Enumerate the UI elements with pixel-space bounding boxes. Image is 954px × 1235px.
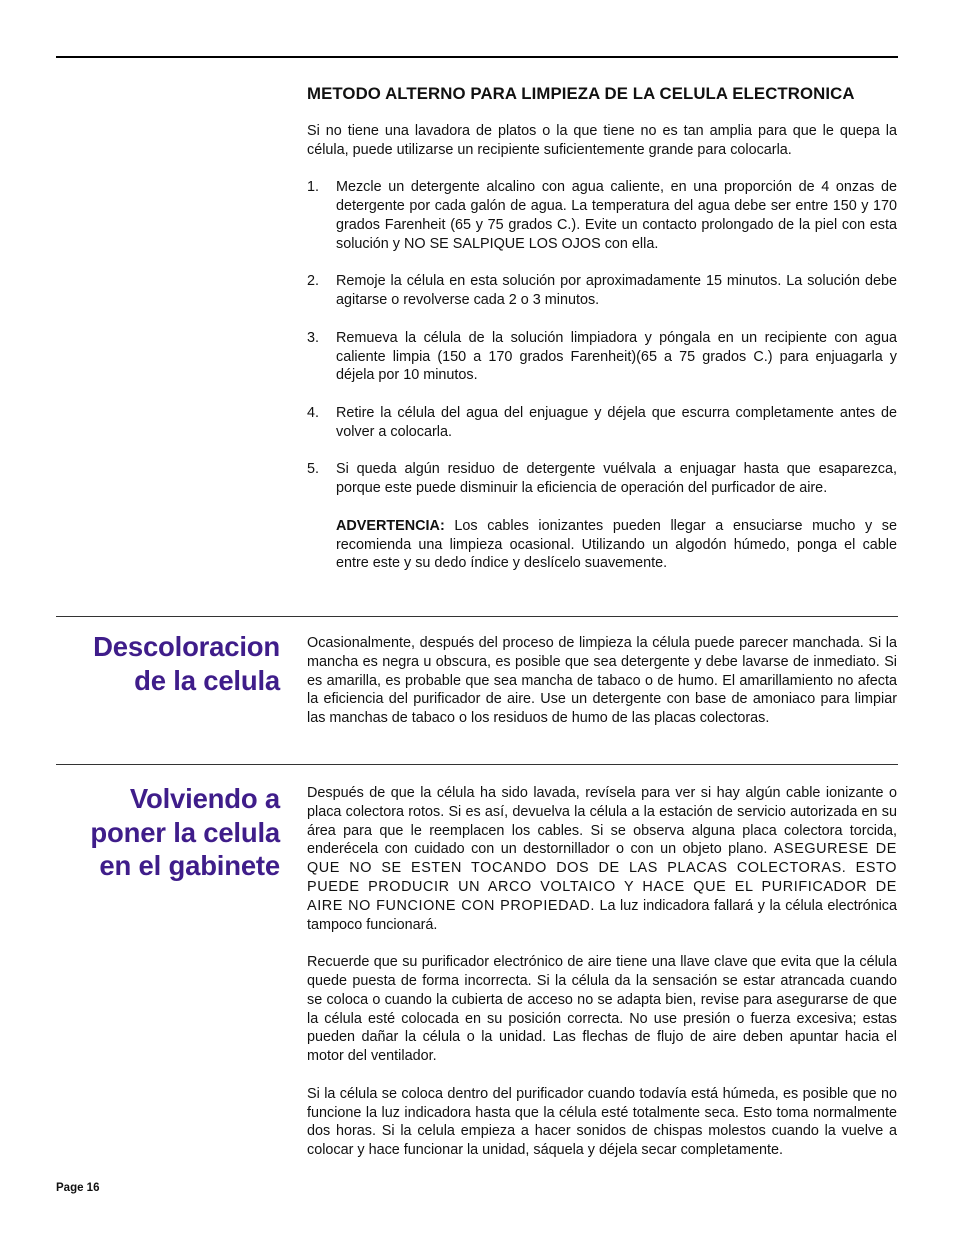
intro-paragraph: Si no tiene una lavadora de platos o la que tiene no es tan amplia para que le quepa la célula, puede utilizarse un recipiente suficientemente grande para colocarla. bbox=[307, 123, 897, 158]
section-heading: METODO ALTERNO PARA LIMPIEZA DE LA CELULA ELECTRONICA bbox=[307, 84, 855, 103]
list-item: 3. Remueva la célula de la solución limpiadora y póngala en un recipiente con agua caliente limpia (150 a 170 grados Farenheit)(65 a 75 grados C.) para enjuagarla y déjela por 10 minutos. bbox=[307, 329, 897, 384]
steps-list bbox=[307, 178, 897, 498]
section-divider bbox=[56, 616, 898, 617]
discoloration-section bbox=[307, 634, 897, 747]
list-item: 2. Remoje la célula en esta solución por aproximadamente 15 minutos. La solución debe agitarse o revolverse cada 2 o 3 minutos. bbox=[307, 273, 897, 309]
warning-label: ADVERTENCIA: bbox=[336, 517, 445, 534]
top-rule bbox=[56, 56, 898, 58]
list-item: 5. Si queda algún residuo de detergente vuélvala a enjuagar hasta que esaparezca, porque este puede disminuir la eficiencia de operación del purficador de aire. bbox=[307, 461, 897, 497]
discoloration-title: Descoloracion de la celula bbox=[93, 631, 280, 696]
page-number: Page 16 bbox=[56, 1182, 100, 1194]
section-divider bbox=[56, 764, 898, 765]
reinstall-paragraph-1: Después de que la célula ha sido lavada, revísela para ver si hay algún cable ionizante o placa colectora rotos. Si es así, devuelva la célula a la estación de servicio autorizada en su área para que le reemplacen los cables. Si se observa alguna placa colectora torcida, enderécela con cuidado con un destornillador o con un objeto plano. ASEGURESE DE QUE NO SE ESTEN TOCANDO DOS DE LAS PLACAS COLECTORAS. ESTO PUEDE PRODUCIR UN ARCO VOLTAICO Y HACE QUE EL PURIFICADOR DE AIRE NO FUNCIONE CON PROPIEDAD. La luz indicadora fallará y la célula electrónica tampoco funcionará. bbox=[307, 785, 898, 933]
discoloration-paragraph: Ocasionalmente, después del proceso de limpieza la célula puede parecer manchada. Si la mancha es negra u obscura, es posible que sea detergente y debe lavarse de inmediato. Si es amarilla, es probable que sea mancha de tabaco o de humo. El amarillamiento no afecta la eficiencia del purificador de aire. Use un detergente con base de amoniaco para limpiar las manchas de tabaco o los residuos de humo de las placas colectoras. bbox=[307, 635, 897, 727]
reinstall-title: Volviendo a poner la celula en el gabinete bbox=[90, 783, 280, 881]
reinstall-paragraph-2: Recuerde que su purificador electrónico de aire tiene una llave clave que evita que la célula quede puesta de forma incorrecta. Si la célula da la sensación se estar atrancada cuando se coloca o cuando la cubierta de acceso no se adapta bien, revise para asegurarse de que la célula esté colocada en su posición correcta. No use presión o fuerza excesiva; estas pueden dañar la célula o la unidad. Las flechas de flujo de aire deben apuntar hacia el motor del ventilador. bbox=[307, 954, 897, 1065]
warning-note bbox=[307, 517, 897, 573]
alternate-method-section bbox=[307, 83, 897, 592]
list-item: 4. Retire la célula del agua del enjuague y déjela que escurra completamente antes de volver a colocarla. bbox=[307, 404, 897, 440]
list-item: 1. Mezcle un detergente alcalino con agua caliente, en una proporción de 4 onzas de detergente por cada galón de agua. La temperatura del agua debe ser entre 150 y 170 grados Farenheit (65 y 75 grados C.). Evite un contacto prolongado de la piel con esta solución y NO SE SALPIQUE LOS OJOS con ella. bbox=[307, 179, 897, 252]
reinstall-section bbox=[307, 784, 897, 1179]
reinstall-paragraph-3: Si la célula se coloca dentro del purificador cuando todavía está húmeda, es posible que no funcione la luz indicadora hasta que la célula esté totalmente seca. Esto toma normalmente dos horas. Si la celula empieza a hacer sonidos de chispas molestos cuando la vuelve a colocar y hace funcionar la unidad, sáquela y déjela secar completamente. bbox=[307, 1085, 897, 1159]
warning-text: Los cables ionizantes pueden llegar a ensuciarse mucho y se recomienda una limpieza ocasional. Utilizando un algodón húmedo, ponga el cable entre este y su dedo índice y deslícelo suavemente. bbox=[336, 517, 897, 572]
